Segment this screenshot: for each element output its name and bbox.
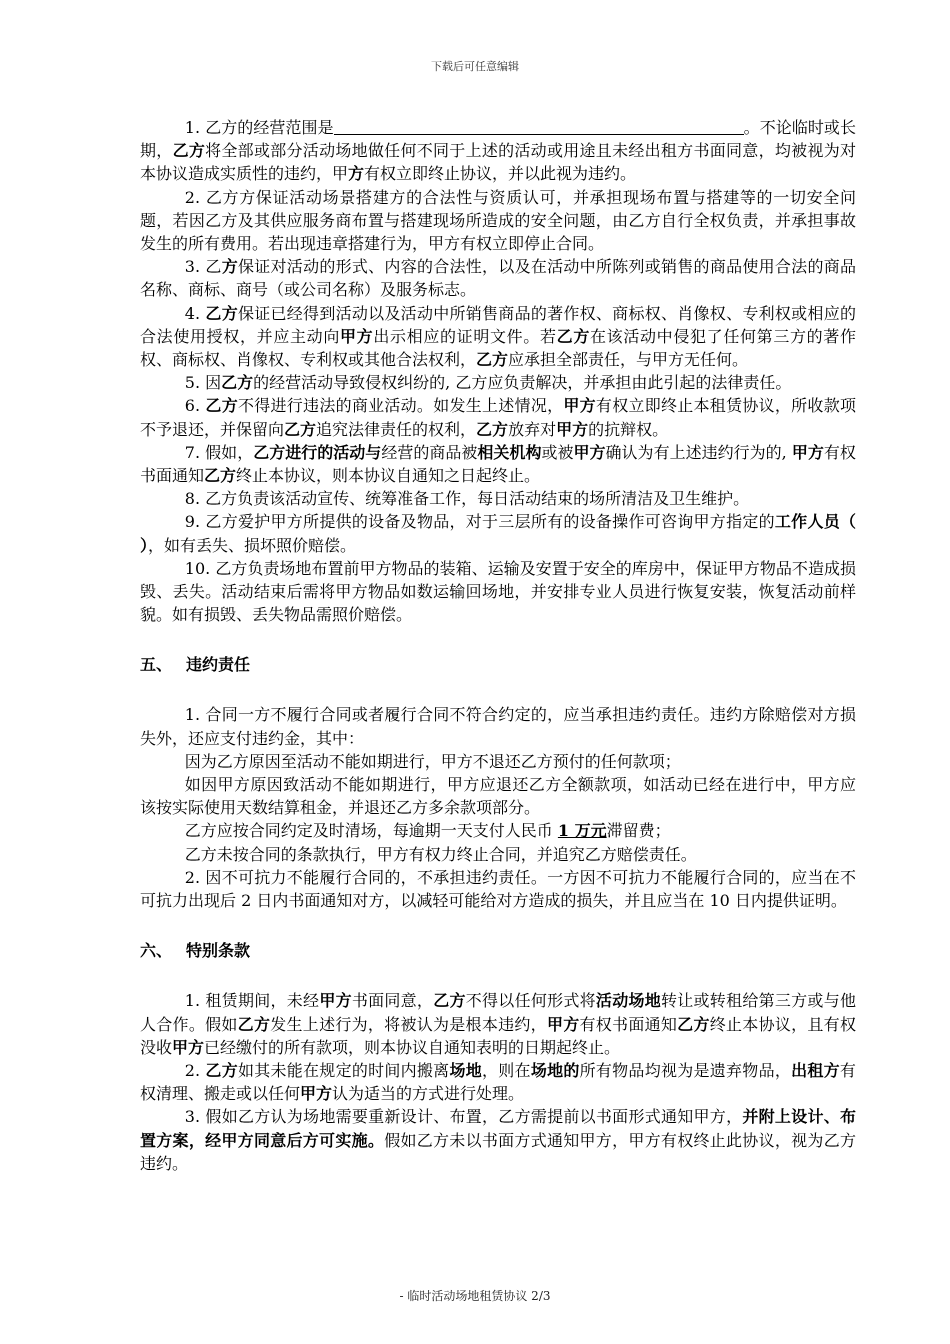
business-scope-blank xyxy=(334,118,744,135)
clause-1: 1. 乙方的经营范围是 。不论临时或长期，乙方将全部或部分活动场地做任何不同于上述的活动或用途且未经出租方书面同意，均被视为对本协议造成实质性的违约，甲方有权立即终止协议，并以此视为违约。 xyxy=(140,118,856,184)
s5-paragraph-1: 1. 合同一方不履行合同或者履行合同不符合约定的，应当承担违约责任。违约方除赔偿对方损失外，还应支付违约金，其中： xyxy=(140,705,856,748)
clause-3: 3. 乙方保证对活动的形式、内容的合法性，以及在活动中所陈列或销售的商品使用合法的商品名称、商标、商号（或公司名称）及服务标志。 xyxy=(140,257,856,300)
clause-9: 9. 乙方爱护甲方所提供的设备及物品，对于三层所有的设备操作可咨询甲方指定的工作人员（ ），如有丢失、损坏照价赔偿。 xyxy=(140,512,856,555)
s6-paragraph-3: 3. 假如乙方认为场地需要重新设计、布置，乙方需提前以书面形式通知甲方，并附上设计、布置方案，经甲方同意后方可实施。假如乙方未以书面方式通知甲方，甲方有权终止此协议，视为乙方违约。 xyxy=(140,1107,856,1173)
clause-10: 10. 乙方负责场地布置前甲方物品的装箱、运输及安置于安全的库房中，保证甲方物品不造成损毁、丢失。活动结束后需将甲方物品如数运输回场地，并安排专业人员进行恢复安装，恢复活动前样貌。如有损毁、丢失物品需照价赔偿。 xyxy=(140,558,856,625)
s5-paragraph-4: 乙方应按合同约定及时清场，每逾期一天支付人民币 1 万元滞留费； xyxy=(184,821,671,841)
page-footer: - 临时活动场地租赁协议 2/3 xyxy=(399,1289,551,1303)
clause-4: 4. 乙方保证已经得到活动以及活动中所销售商品的著作权、商标权、肖像权、专利权或相应的合法使用授权，并应主动向甲方出示相应的证明文件。若乙方在该活动中侵犯了任何第三方的著作权、商标权、肖像权、专利权或其他合法权利，乙方应承担全部责任，与甲方无任何。 xyxy=(140,303,856,370)
page-header: 下载后可任意编辑 xyxy=(431,60,519,73)
s6-paragraph-1: 1. 租赁期间，未经甲方书面同意，乙方不得以任何形式将活动场地转让或转租给第三方或与他人合作。假如乙方发生上述行为，将被认为是根本违约，甲方有权书面通知乙方终止本协议，且有权没收甲方已经缴付的所有款项，则本协议自通知表明的日期起终止。 xyxy=(140,991,856,1057)
clause-2: 2. 乙方方保证活动场景搭建方的合法性与资质认可，并承担现场布置与搭建等的一切安全问题，若因乙方及其供应服务商布置与搭建现场所造成的安全问题，由乙方自行全权负责，并承担事故发生的所有费用。若出现违章搭建行为，甲方有权立即停止合同。 xyxy=(140,187,856,254)
section-5-heading: 五、 违约责任 xyxy=(140,655,251,675)
s6-paragraph-2: 2. 乙方如其未能在规定的时间内搬离场地，则在场地的所有物品均视为是遗弃物品，出租方有权清理、搬走或以任何甲方认为适当的方式进行处理。 xyxy=(140,1060,856,1104)
clause-5: 5. 因乙方的经营活动导致侵权纠纷的, 乙方应负责解决，并承担由此引起的法律责任。 xyxy=(184,373,792,393)
document-body xyxy=(140,116,856,1175)
s5-paragraph-6: 2. 因不可抗力不能履行合同的，不承担违约责任。一方因不可抗力不能履行合同的，应当在不可抗力出现后 2 日内书面通知对方，以减轻可能给对方造成的损失，并且应当在 10 日内提供证明。 xyxy=(140,867,856,911)
s5-paragraph-2: 因为乙方原因至活动不能如期进行，甲方不退还乙方预付的任何款项； xyxy=(184,751,681,771)
clause-7: 7. 假如，乙方进行的活动与经营的商品被相关机构或被甲方确认为有上述违约行为的, 甲方有权书面通知乙方终止本协议，则本协议自通知之日起终止。 xyxy=(140,442,856,486)
clause-6: 6. 乙方不得进行违法的商业活动。如发生上述情况，甲方有权立即终止本租赁协议，所收款项不予退还，并保留向乙方追究法律责任的权利，乙方放弃对甲方的抗辩权。 xyxy=(140,396,856,439)
s5-paragraph-5: 乙方未按合同的条款执行，甲方有权力终止合同，并追究乙方赔偿责任。 xyxy=(184,844,697,864)
section-6-heading: 六、 特别条款 xyxy=(140,941,251,961)
s5-paragraph-3: 如因甲方原因致活动不能如期进行，甲方应退还乙方全额款项，如活动已经在进行中，甲方应该按实际使用天数结算租金，并退还乙方多余款项部分。 xyxy=(140,775,856,818)
clause-8: 8. 乙方负责该活动宣传、统筹准备工作，每日活动结束的场所清洁及卫生维护。 xyxy=(184,489,750,509)
